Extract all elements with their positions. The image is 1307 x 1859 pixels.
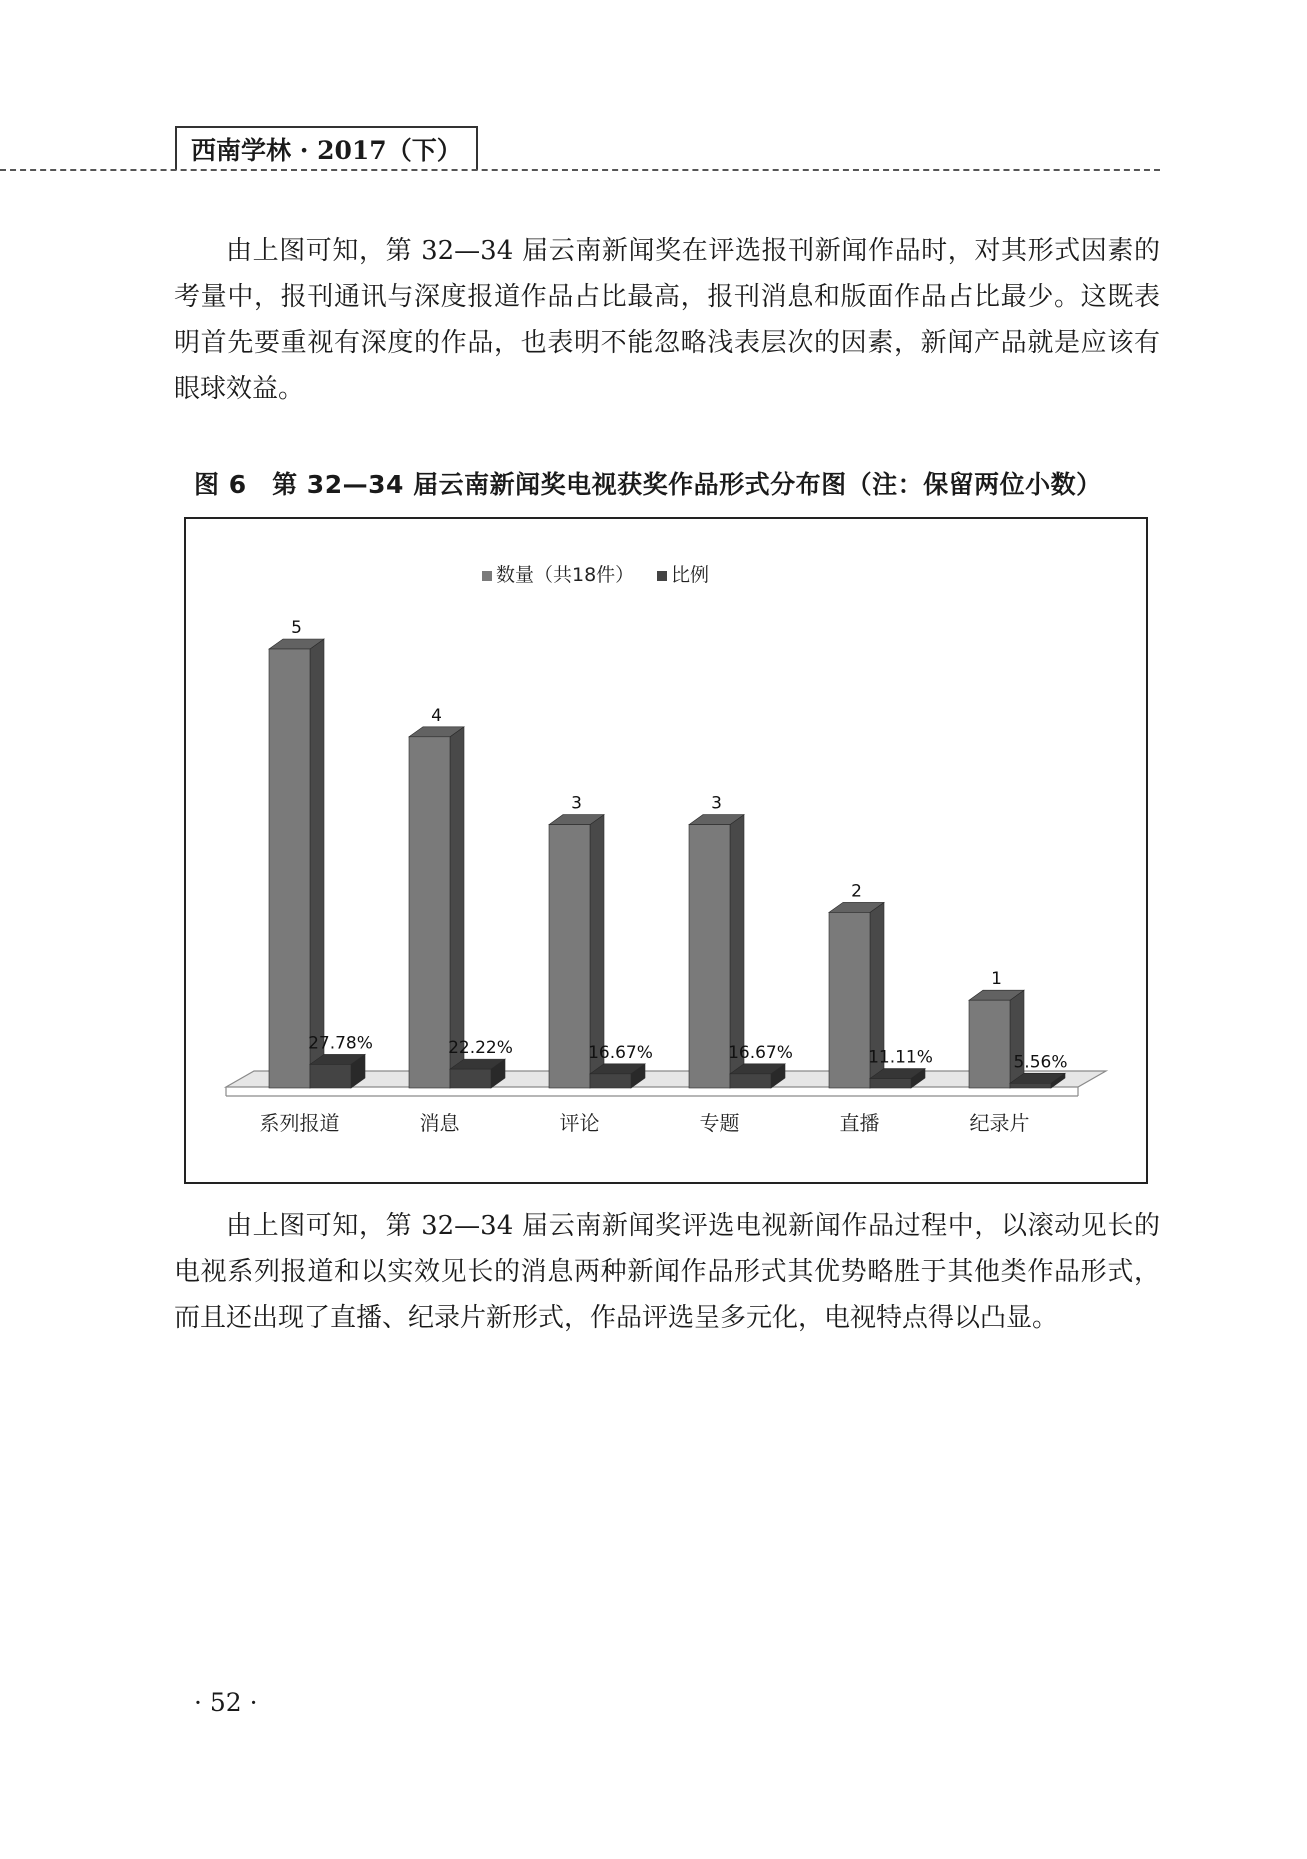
- count-bar-1-front: [269, 649, 310, 1088]
- count-bar-1: [269, 639, 324, 1088]
- ratio-label-1: 27.78%: [308, 1033, 373, 1054]
- ratio-bar-1-front: [310, 1064, 351, 1088]
- count-label-3: 3: [571, 793, 582, 814]
- ratio-bar-1: [310, 1054, 365, 1088]
- chart-frame: [184, 517, 1148, 1184]
- ratio-bar-5-front: [870, 1079, 911, 1088]
- count-label-1: 5: [291, 618, 302, 638]
- legend-swatch-ratio: [657, 571, 667, 581]
- page-number: · 52 ·: [194, 1688, 258, 1717]
- count-bar-4-front: [689, 825, 730, 1088]
- legend-label-ratio: 比例: [671, 564, 710, 586]
- ratio-label-3: 16.67%: [588, 1042, 653, 1063]
- ratio-bar-3-front: [590, 1074, 631, 1088]
- count-bar-6: [969, 990, 1024, 1088]
- count-bar-6-side: [1010, 990, 1024, 1088]
- body-paragraph-1: 由上图可知，第 32—34 届云南新闻奖在评选报刊新闻作品时，对其形式因素的考量中，报刊通讯与深度报道作品占比最高，报刊消息和版面作品占比最少。这既表明首先要重视有深度的作品，也表明不能忽略浅表层次的因素，新闻产品就是应该有眼球效益。: [174, 236, 1160, 404]
- category-label-6: 纪录片: [969, 1111, 1030, 1135]
- count-bar-2: [409, 727, 464, 1088]
- ratio-label-5: 11.11%: [868, 1047, 933, 1068]
- journal-header: 西南学林 · 2017（下）: [175, 126, 478, 170]
- body-paragraph-2: 由上图可知，第 32—34 届云南新闻奖评选电视新闻作品过程中，以滚动见长的电视系列报道和以实效见长的消息两种新闻作品形式其优势略胜于其他类作品形式，而且还出现了直播、纪录片新形式，作品评选呈多元化，电视特点得以凸显。: [174, 1211, 1160, 1333]
- ratio-label-2: 22.22%: [448, 1038, 513, 1059]
- legend-swatch-count: [482, 571, 492, 581]
- count-bar-5-front: [829, 912, 870, 1088]
- ratio-bar-6-front: [1010, 1083, 1051, 1088]
- count-label-4: 3: [711, 793, 722, 814]
- count-bar-2-front: [409, 737, 450, 1088]
- count-bar-3-front: [549, 825, 590, 1088]
- count-label-5: 2: [851, 881, 862, 902]
- count-bar-6-front: [969, 1000, 1010, 1088]
- category-label-4: 专题: [699, 1111, 740, 1135]
- ratio-bar-2-front: [450, 1069, 491, 1088]
- count-label-2: 4: [431, 705, 442, 726]
- category-label-5: 直播: [839, 1111, 880, 1135]
- count-bar-2-side: [450, 727, 464, 1088]
- ratio-label-6: 5.56%: [1013, 1052, 1068, 1073]
- count-label-6: 1: [991, 969, 1002, 990]
- count-bar-1-side: [310, 639, 324, 1088]
- category-label-2: 消息: [419, 1111, 460, 1135]
- figure-caption: 图 6 第 32—34 届云南新闻奖电视获奖作品形式分布图（注：保留两位小数）: [194, 470, 1102, 499]
- category-label-1: 系列报道: [259, 1111, 340, 1135]
- ratio-label-4: 16.67%: [728, 1042, 793, 1063]
- category-label-3: 评论: [559, 1111, 600, 1135]
- ratio-bar-2: [450, 1059, 505, 1088]
- legend-label-count: 数量（共18件）: [496, 564, 635, 586]
- header-divider: [0, 169, 1160, 171]
- bar-chart: [186, 519, 1146, 1182]
- ratio-bar-4-front: [730, 1074, 771, 1088]
